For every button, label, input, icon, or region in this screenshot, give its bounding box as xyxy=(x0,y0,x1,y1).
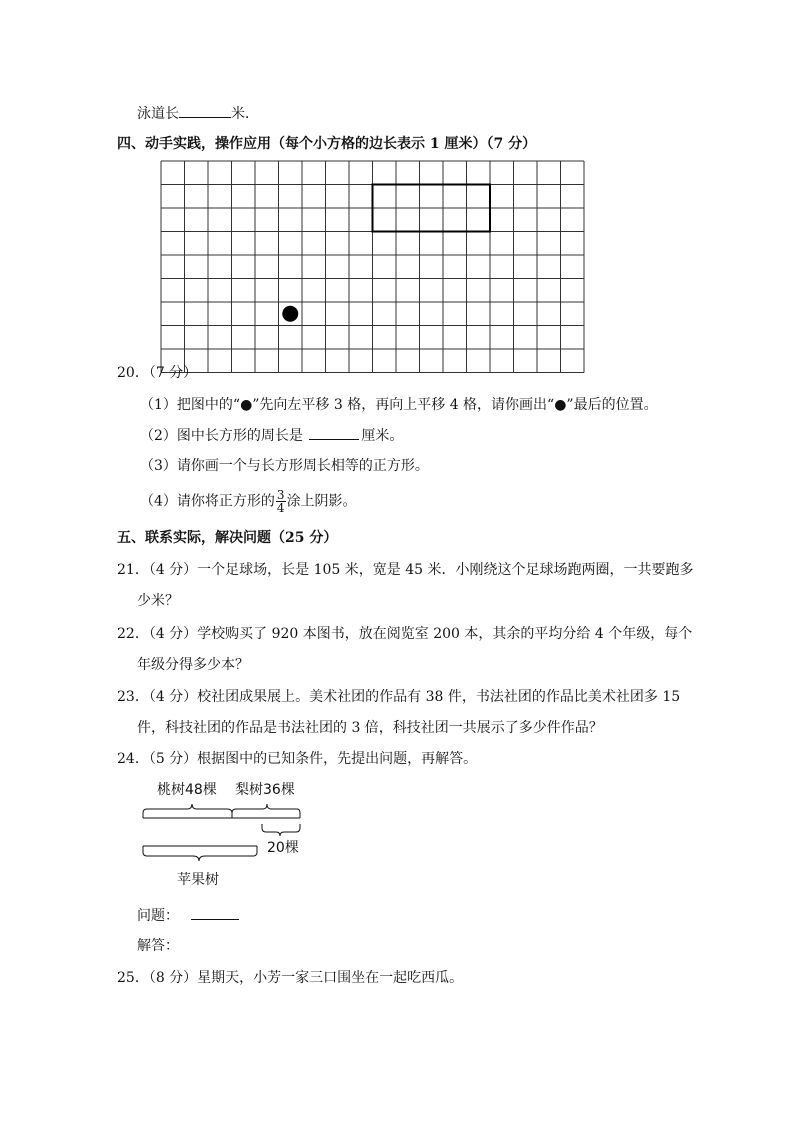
q20-item1: （1）把图中的“●”先向左平移 3 格，再向上平移 4 格，请你画出“●”最后的位置。 xyxy=(140,397,658,413)
q20-item2-prefix: （2）图中长方形的周长是 xyxy=(140,428,303,444)
three-quarters-fraction xyxy=(276,489,286,514)
apple-brace xyxy=(143,846,257,861)
difference-label: 20棵 xyxy=(267,840,299,856)
q20-item4-suffix: 涂上阴影。 xyxy=(286,493,357,510)
q20-item2 xyxy=(140,425,403,446)
section4-title: 四、动手实践，操作应用（每个小方格的边长表示 1 厘米）（7 分） xyxy=(117,136,537,152)
q25-line1: 25．（8 分）星期天，小芳一家三口围坐在一起吃西瓜。 xyxy=(117,970,464,986)
pool-length-suffix: 米． xyxy=(231,106,259,122)
q21-line2: 少米？ xyxy=(137,593,179,609)
apple-label: 苹果树 xyxy=(177,872,219,888)
q22-line1: 22．（4 分）学校购买了 920 本图书，放在阅览室 200 本，其余的平均分给 4 个年级，每个 xyxy=(117,626,693,642)
question-label: 问题： xyxy=(137,908,179,924)
q20-item3: （3）请你画一个与长方形周长相等的正方形。 xyxy=(140,458,429,474)
perimeter-blank[interactable] xyxy=(309,425,359,440)
q20-item2-suffix: 厘米。 xyxy=(361,428,404,444)
black-dot xyxy=(282,306,298,322)
q24-answer: 解答： xyxy=(137,938,179,954)
q23-line2: 件，科技社团的作品是书法社团的 3 倍，科技社团一共展示了多少件作品？ xyxy=(137,720,603,736)
pool-length-line xyxy=(137,103,259,124)
q23-line1: 23．（4 分）校社团成果展上。美术社团的作品有 38 件，书法社团的作品比美术社团多 15 xyxy=(117,689,681,705)
tree-count-diagram xyxy=(135,776,315,896)
square-grid xyxy=(160,160,590,376)
q21-line1: 21．（4 分）一个足球场，长是 105 米，宽是 45 米．小刚绕这个足球场跑两圈，一共要跑多 xyxy=(117,562,694,578)
q20-item4-prefix: （4）请你将正方形的 xyxy=(140,493,275,510)
section5-title: 五、联系实际，解决问题（25 分） xyxy=(117,530,338,546)
fraction-denominator: 4 xyxy=(276,501,285,515)
q24-line1: 24．（5 分）根据图中的已知条件，先提出问题，再解答。 xyxy=(117,751,478,767)
peach-label: 桃树48棵 xyxy=(157,782,217,798)
fraction-numerator: 3 xyxy=(276,488,285,502)
pear-label: 梨树36棵 xyxy=(235,782,295,798)
difference-brace xyxy=(262,824,300,836)
q20-item4 xyxy=(140,489,357,514)
question-blank[interactable] xyxy=(191,905,239,920)
pear-brace xyxy=(232,804,300,818)
q20-number: 20．（7 分） xyxy=(117,365,198,381)
pool-length-blank[interactable] xyxy=(179,103,231,118)
peach-brace xyxy=(143,804,232,818)
q22-line2: 年级分得多少本？ xyxy=(137,657,249,673)
pool-length-prefix: 泳道长 xyxy=(137,106,179,122)
q24-question xyxy=(137,905,239,926)
